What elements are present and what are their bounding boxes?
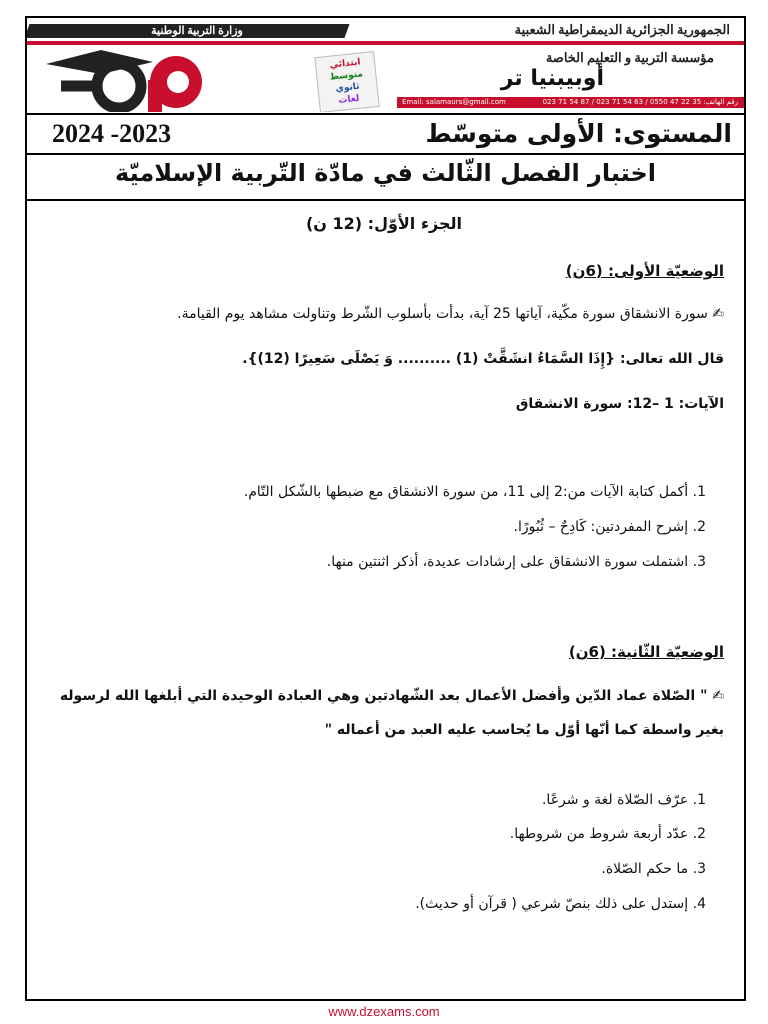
level-secondary: ثانوي: [335, 81, 361, 95]
s1-question-1: 1. أكمل كتابة الآيات من:2 إلى 11، من سورة الانشقاق مع ضبطها بالشّكل التّام.: [243, 484, 706, 500]
quote-line-1: ✍ " الصّلاة عماد الدّين وأفضل الأعمال بعد الشّهادتين وهي العبادة الوحيدة التي أبلغها الله لرسوله: [59, 688, 724, 704]
email-text: Email: salamaurs@gmail.com: [402, 98, 506, 106]
level-middle: متوسط: [329, 69, 364, 83]
verse-text: قال الله تعالى: {إِذَا السَّمَاءُ انشَقَّتْ (1) .......... وَ يَصْلَى سَعِيرًا (12)}.: [242, 351, 724, 367]
level-row: [27, 113, 744, 155]
ayat-reference: الآيات: 1 –12: سورة الانشقاق: [515, 396, 724, 412]
situation-two-heading: الوضعيّة الثّانية: (6ن): [568, 643, 724, 661]
contact-band: رقم الهاتف: 35 22 47 0550 / 63 54 71 023 / 87 54 71 023: [397, 97, 744, 108]
school-year: 2024 -2023: [52, 119, 172, 148]
title-row: [27, 155, 744, 201]
school-header: [27, 18, 744, 112]
s2-question-3: 3. ما حكم الصّلاة.: [601, 861, 706, 877]
situation-one-intro: ✍ سورة الانشقاق سورة مكّية، آياتها 25 آية، بدأت بأسلوب الشّرط وتناولت مشاهد يوم القيامة.: [177, 306, 724, 322]
level-languages: لغات: [337, 93, 360, 106]
exam-title: اختبار الفصل الثّالث في مادّة التّربية الإسلاميّة: [115, 159, 656, 187]
situation-one-heading: الوضعيّة الأولى: (6ن): [565, 262, 724, 280]
republic-line: الجمهورية الجزائرية الديمقراطية الشعبية: [514, 22, 730, 37]
part-one-heading: الجزء الأوّل: (12 ن): [305, 214, 463, 233]
brand-name: أوبيبنيا تر: [500, 66, 604, 91]
ministry-text: وزارة التربية الوطنية: [151, 25, 243, 37]
levels-badge: [314, 51, 380, 112]
s2-question-4: 4. إستدل على ذلك بنصّ شرعي ( قرآن أو حديث).: [415, 896, 706, 912]
s2-question-2: 2. عدّد أربعة شروط من شروطها.: [509, 826, 706, 842]
institution-name: مؤسسة التربية و التعليم الخاصة: [545, 50, 714, 65]
s1-question-2: 2. إشرح المفردتين: كَادِحٌ – ثُبُورًا.: [513, 519, 706, 535]
level-primary: ابتدائي: [329, 57, 362, 71]
s1-question-3: 3. اشتملت سورة الانشقاق على إرشادات عديدة، أذكر اثنتين منها.: [326, 554, 706, 570]
s2-question-1: 1. عرّف الصّلاة لغة و شرعًا.: [541, 792, 706, 808]
quote-line-2: بغير واسطة كما أنّها أوّل ما يُحاسب عليه العبد من أعماله ": [324, 722, 724, 738]
level-label: المستوى: الأولى متوسّط: [425, 119, 732, 148]
footer-link[interactable]: www.dzexams.com: [328, 1004, 440, 1019]
school-logo: [41, 42, 211, 112]
